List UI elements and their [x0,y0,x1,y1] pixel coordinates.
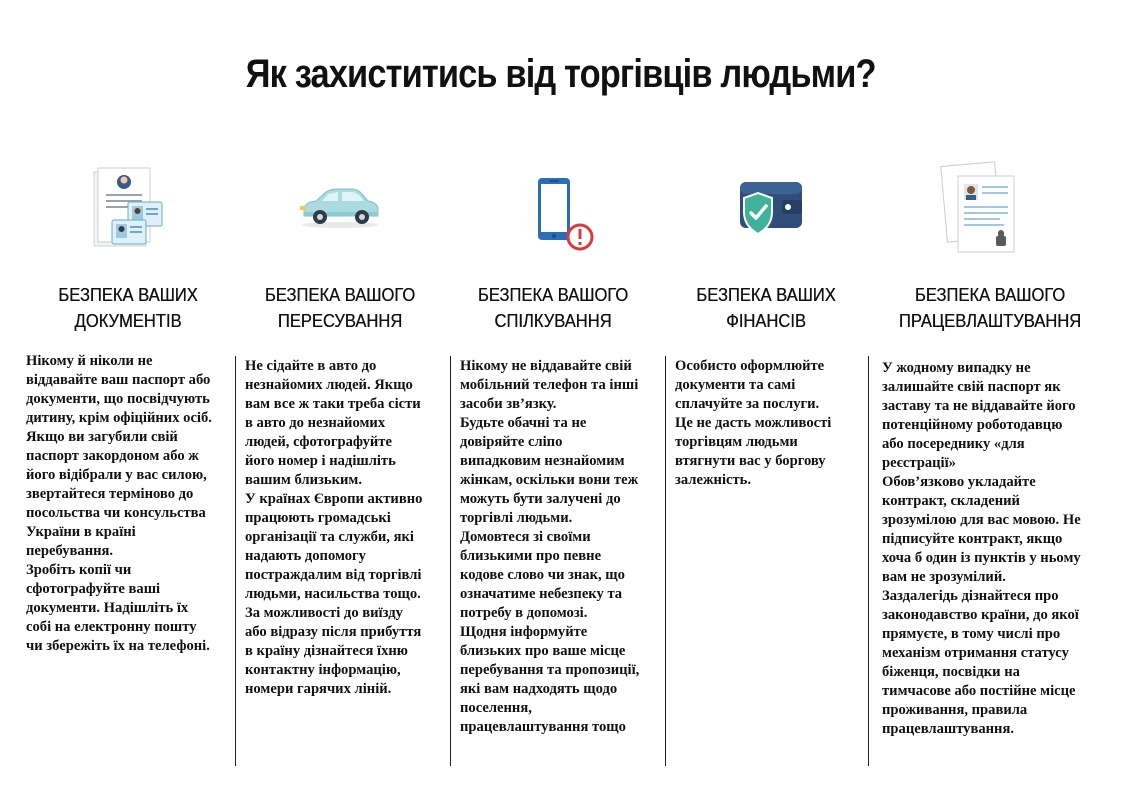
text-employment: У жодному випадку не залишайте свій паспорт як заставу та не віддавайте його потенційному роботодавцю або посереднику «для реєстрації» Обов’язково укладайте контракт, складений зрозумілою для вас мовою. Не підписуйте контракт, якщо хоча б один із пунктів у ньому вам не зрозумілий. Заздалегідь дізнайтеся про законодавство країни, до якої прямуєте, в тому числі про механізм отримання статусу біженця, посвідки на тимчасове або постійне місце проживання, правила працевлаштування. [882,360,1081,737]
text-documents: Нікому й ніколи не віддавайте ваш паспорт або документи, що посвідчують дитину, крім офіційних осіб. Якщо ви загубили свій паспорт закордоном або ж його відібрали у вас силою, звертайтеся терміново до посольства чи консульства України в країні перебування. Зробіть копії чи сфотографуйте ваші документи. Надішліть їх собі на електронну пошту чи збережіть їх на телефоні. [26,353,212,654]
text-communication: Нікому не віддавайте свій мобільний телефон та інші засоби зв’язку. Будьте обачні та не довіряйте сліпо випадковим незнайомим жінкам, оскільки вони теж можуть бути залучені до торгівлі людьми. Домовтеся зі своїми близькими про певне кодове слово чи знак, що означатиме небезпеку та потребу в допомозі. Щодня інформуйте близьких про ваше місце перебування та пропозиції, які вам надходять щодо поселення, працевлаштування тощо [460,358,640,735]
heading-communication: БЕЗПЕКА ВАШОГО СПІЛКУВАННЯ [477,285,629,331]
heading-travel: БЕЗПЕКА ВАШОГО ПЕРЕСУВАННЯ [264,285,416,331]
heading-employment: БЕЗПЕКА ВАШОГО ПРАЦЕВЛАШТУВАННЯ [898,285,1082,331]
text-travel: Не сідайте в авто до незнайомих людей. Якщо вам все ж таки треба сісти в авто до незнайомих людей, сфотографуйте його номер і надішліть вашим близьким. У країнах Європи активно працюють громадські організації та служби, які надають допомогу постраждалим від торгівлі людьми, насильства тощо. За можливості до виїзду або відразу після прибуття в країну дізнайтеся їхню контактну інформацію, номери гарячих ліній. [245,358,423,697]
text-finances: Особисто оформлюйте документи та самі сплачуйте за послуги. Це не дасть можливості торгівцям людьми втягнути вас у боргову залежність. [675,358,832,488]
heading-documents: БЕЗПЕКА ВАШИХ ДОКУМЕНТІВ [58,285,198,331]
wallet-shield-icon [728,176,806,238]
phone-alert-icon [530,174,598,254]
page-title: Як захиститись від торгівців людьми? [245,52,876,96]
car-icon [298,186,382,230]
column-divider [868,356,869,766]
column-divider [665,356,666,766]
heading-finances: БЕЗПЕКА ВАШИХ ФІНАНСІВ [696,285,836,331]
contract-icon [940,160,1020,256]
column-divider [450,356,451,766]
documents-icon [88,166,168,252]
